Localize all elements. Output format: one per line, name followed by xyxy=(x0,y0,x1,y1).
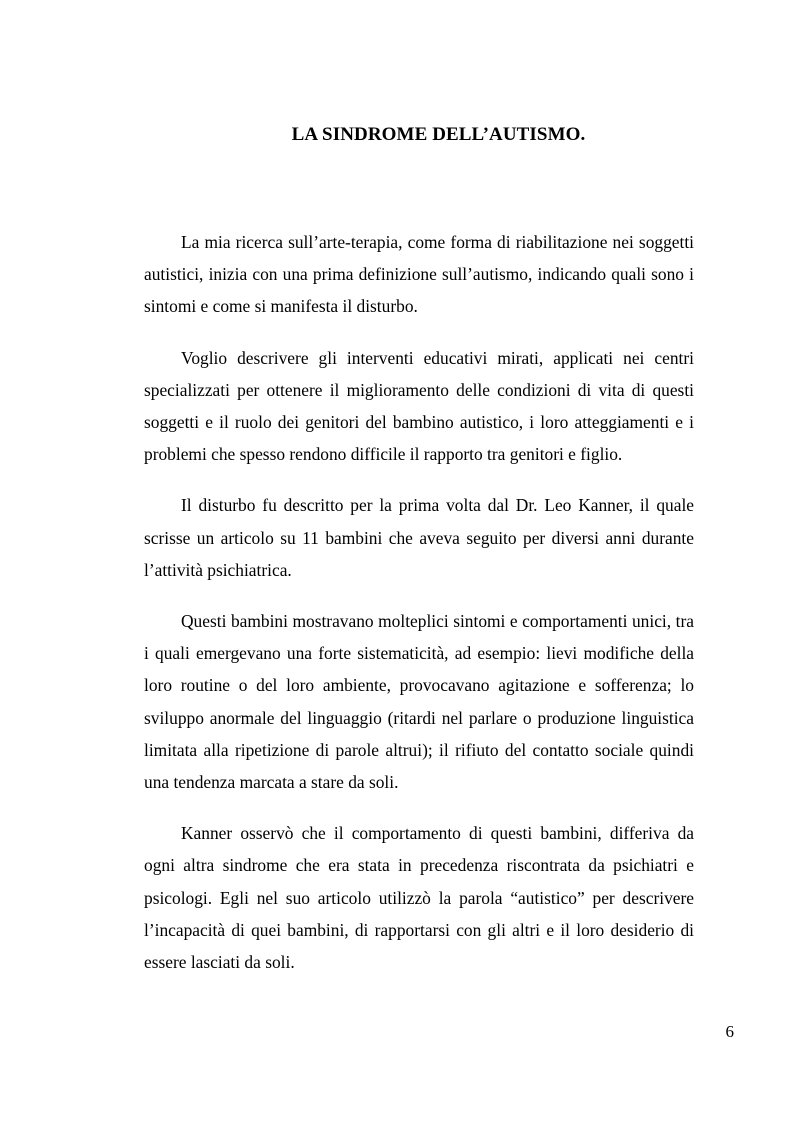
paragraph-5: Kanner osservò che il comportamento di questi bambini, differiva da ogni altra sindrome che era stata in precedenza riscontrata da psichiatri e psicologi. Egli nel suo articolo utilizzò la parola “autistico” per descrivere l’incapacità di quei bambini, di rapportarsi con gli altri e il loro desiderio di essere lasciati da soli. xyxy=(144,823,694,973)
paragraph-2: Voglio descrivere gli interventi educativi mirati, applicati nei centri specializzati per ottenere il miglioramento delle condizioni di vita di questi soggetti e il ruolo dei genitori del bambino autistico, i loro atteggiamenti e i problemi che spesso rendono difficile il rapporto tra genitori e figlio. xyxy=(144,347,694,465)
paragraph-1: La mia ricerca sull’arte-terapia, come forma di riabilitazione nei soggetti autistici, inizia con una prima definizione sull’autismo, indicando quali sono i sintomi e come si manifesta il disturbo. xyxy=(144,232,694,317)
page-title: LA SINDROME DELL’AUTISMO. xyxy=(291,124,586,145)
page-number: 6 xyxy=(725,1022,734,1041)
body-text xyxy=(144,226,694,997)
paragraph-4: Questi bambini mostravano molteplici sintomi e comportamenti unici, tra i quali emergevano una forte sistematicità, ad esempio: lievi modifiche della loro routine o del loro ambiente, provocavano agitazione e sofferenza; lo sviluppo anormale del linguaggio (ritardi nel parlare o produzione linguistica limitata alla ripetizione di parole altrui); il rifiuto del contatto sociale quindi una tendenza marcata a stare da soli. xyxy=(144,611,694,793)
paragraph-3: Il disturbo fu descritto per la prima volta dal Dr. Leo Kanner, il quale scrisse un articolo su 11 bambini che aveva seguito per diversi anni durante l’attività psichiatrica. xyxy=(144,495,694,580)
